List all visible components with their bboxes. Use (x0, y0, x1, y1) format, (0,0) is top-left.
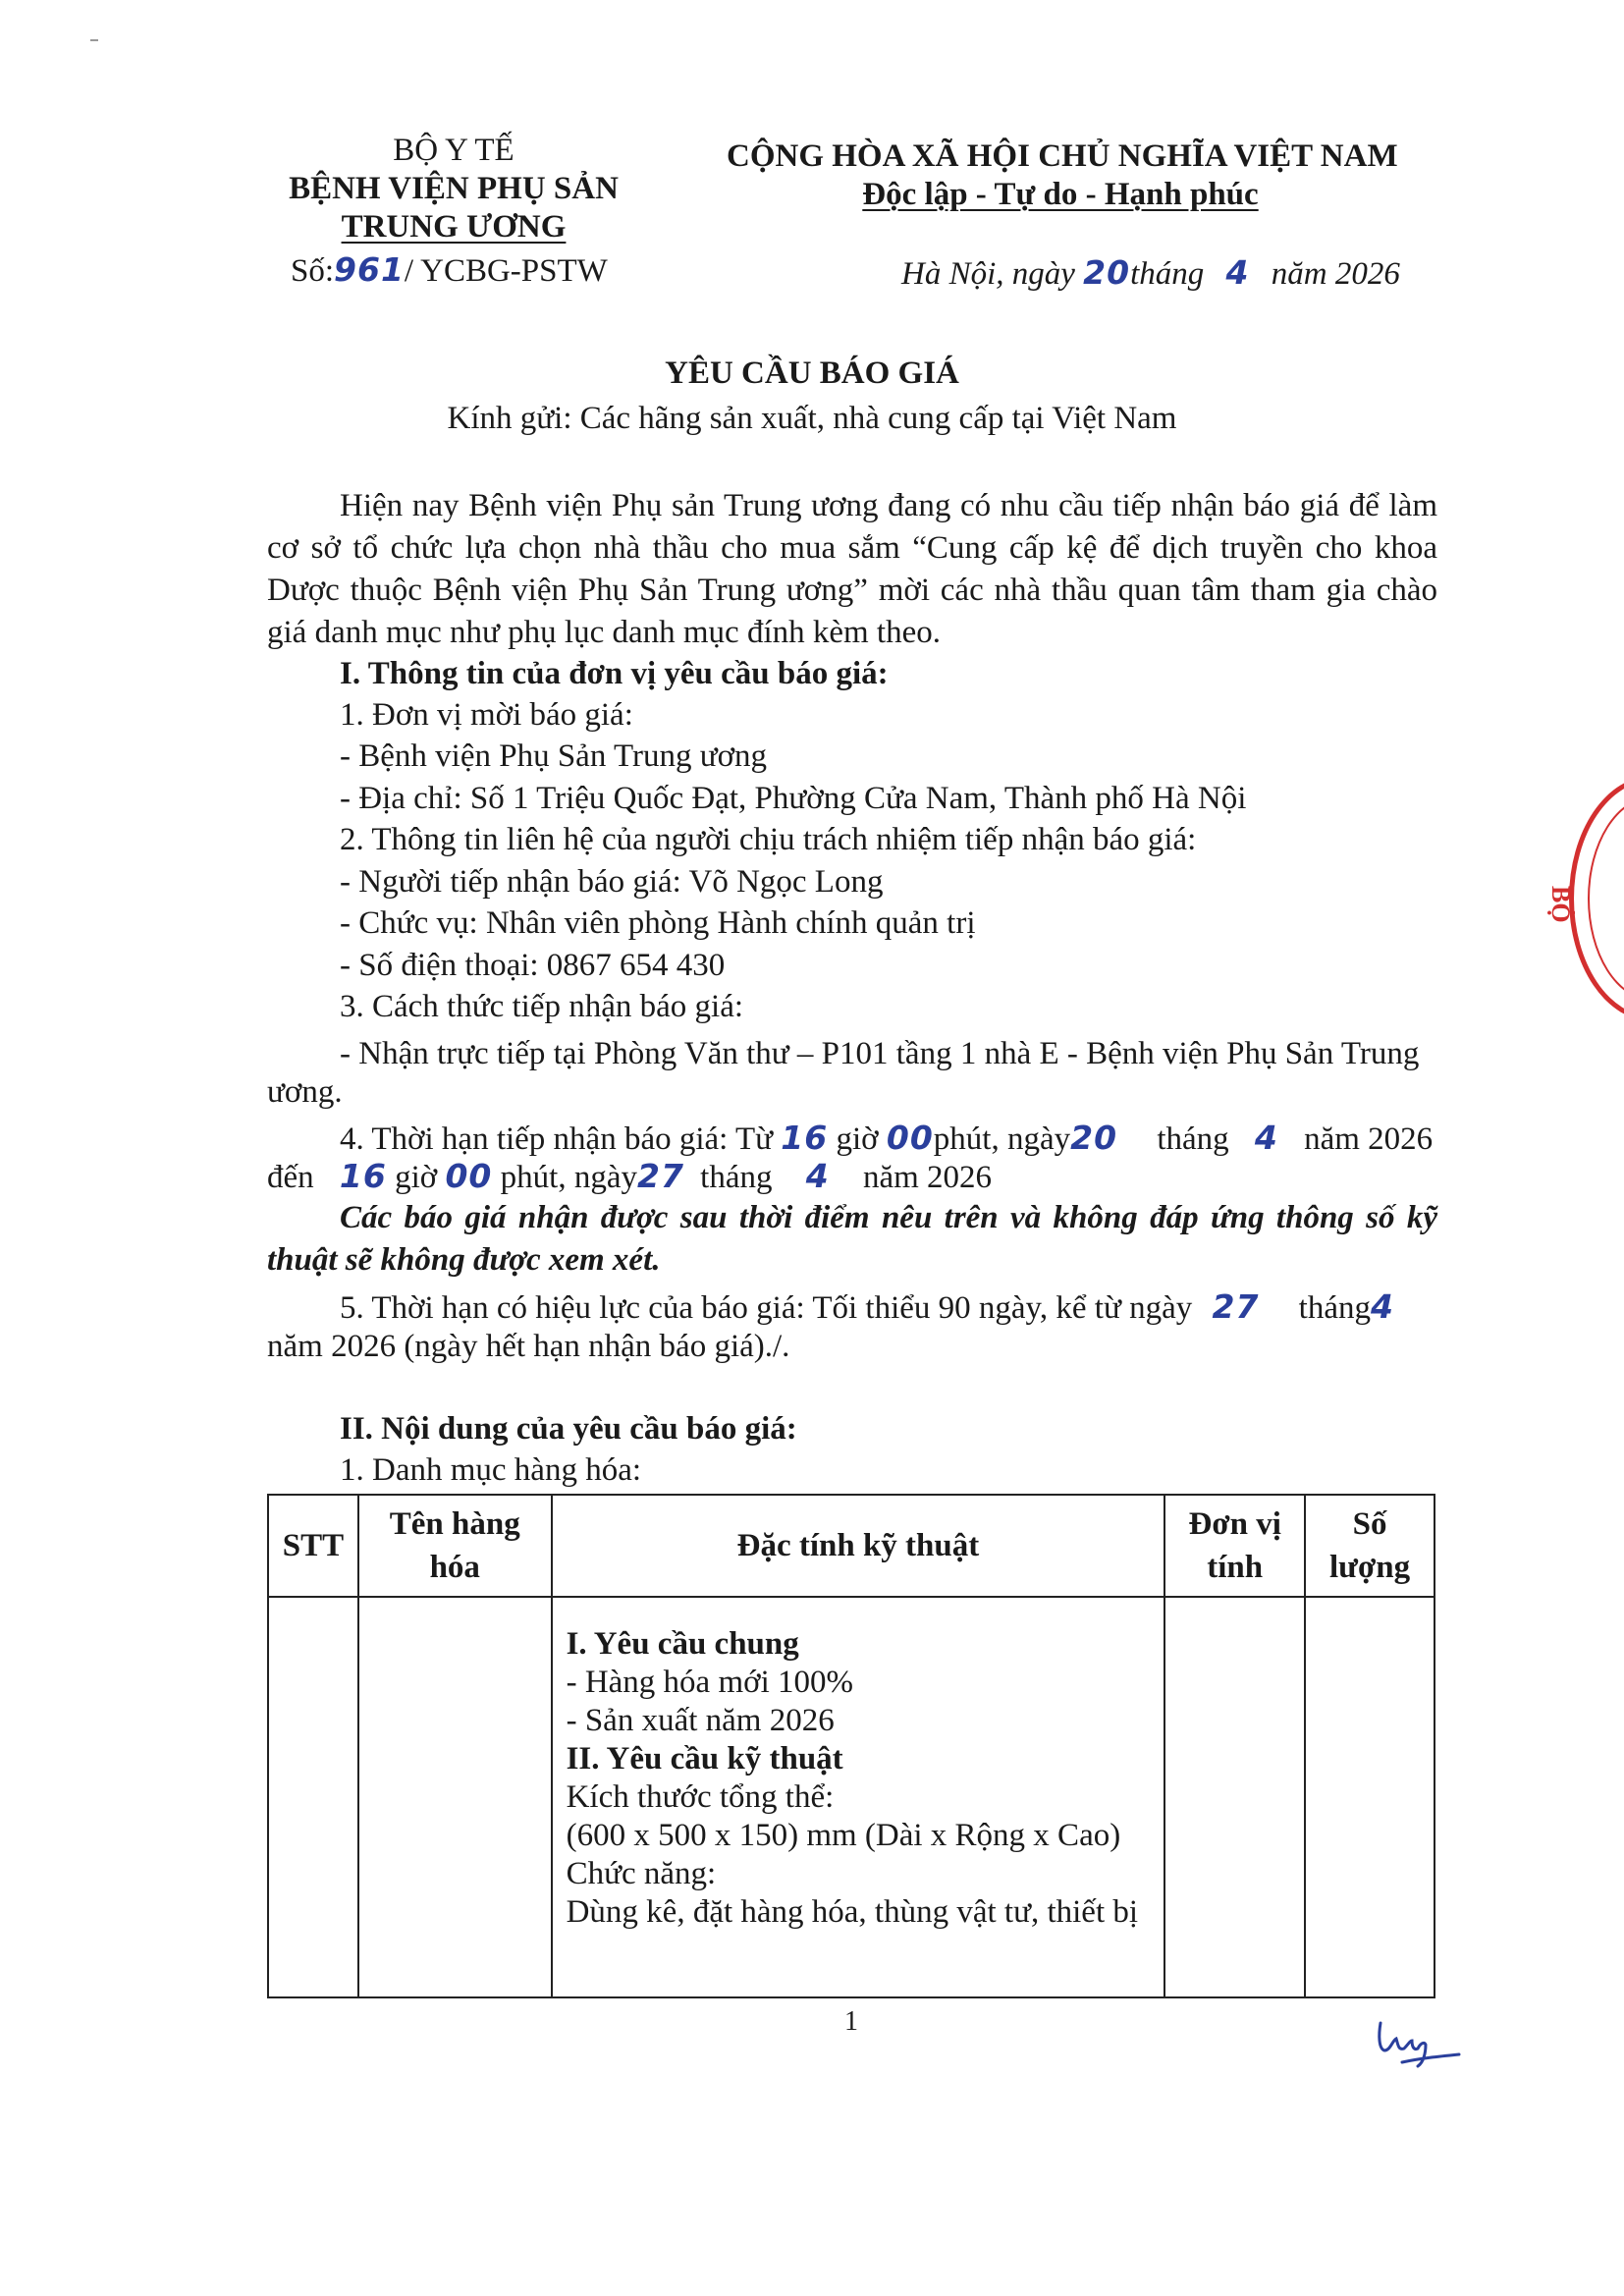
from-minute-handwritten: 00 (886, 1119, 934, 1157)
section1-position: - Chức vụ: Nhân viên phòng Hành chính quản trị (340, 905, 976, 941)
spec-function-label: Chức năng: (566, 1856, 717, 1891)
official-stamp-inner-ring (1588, 796, 1624, 1001)
spec-size-value: (600 x 500 x 150) mm (Dài x Rộng x Cao) (566, 1818, 1121, 1853)
date-prefix: Hà Nội, ngày (901, 256, 1075, 292)
valid-month-handwritten: 4 (1371, 1287, 1394, 1326)
to-year: năm 2026 (862, 1160, 993, 1195)
national-motto-text: Độc lập - Tự do - Hạnh phúc (862, 177, 1259, 212)
cell-quantity (1305, 1597, 1435, 1997)
scan-speck (90, 39, 98, 41)
item5-prefix: 5. Thời hạn có hiệu lực của báo giá: Tối thiểu 90 ngày, kể từ ngày (340, 1290, 1193, 1326)
date-month-handwritten: 4 (1225, 253, 1250, 292)
cell-unit (1164, 1597, 1305, 1997)
section1-warning: Các báo giá nhận được sau thời điểm nêu trên và không đáp ứng thông số kỹ thuật sẽ không được xem xét. (267, 1200, 1437, 1278)
date-day-handwritten: 20 (1083, 253, 1131, 292)
recipient-line: Kính gửi: Các hãng sản xuất, nhà cung cấp tại Việt Nam (447, 401, 1177, 436)
section1-item5-line1 (340, 1285, 1394, 1330)
stamp-text: BỘ (1546, 886, 1575, 923)
table-header-row (268, 1495, 1435, 1597)
header-unit-line1: Đơn vị (1188, 1506, 1281, 1542)
doc-no-suffix: / YCBG-PSTW (404, 253, 608, 289)
from-month-handwritten: 4 (1254, 1119, 1278, 1157)
from-year: năm 2026 (1304, 1121, 1434, 1157)
section1-item1: 1. Đơn vị mời báo giá: (340, 697, 633, 733)
official-stamp (1569, 776, 1624, 1021)
spec-year: - Sản xuất năm 2026 (566, 1703, 835, 1738)
section1-address: - Địa chỉ: Số 1 Triệu Quốc Đạt, Phường Cửa Nam, Thành phố Hà Nội (340, 781, 1247, 816)
header-unit-line2: tính (1207, 1550, 1264, 1585)
intro-paragraph: Hiện nay Bệnh viện Phụ sản Trung ương đang có nhu cầu tiếp nhận báo giá để làm cơ sở tổ chức lựa chọn nhà thầu cho mua sắm “Cung cấp kệ để dịch truyền cho khoa Dược thuộc Bệnh viện Phụ Sản Trung ương” mời các nhà thầu quan tâm tham gia chào giá danh mục như phụ lục danh mục đính kèm theo. (267, 488, 1437, 650)
from-month-label: tháng (1157, 1121, 1229, 1157)
section1-item5-line2: năm 2026 (ngày hết hạn nhận báo giá)./. (267, 1329, 790, 1364)
spec-size-label: Kích thước tổng thể: (566, 1779, 835, 1815)
spec-function-value: Dùng kê, đặt hàng hóa, thùng vật tư, thiết bị (566, 1894, 1139, 1930)
cell-stt (268, 1597, 358, 1997)
header-quantity-line1: Số (1352, 1506, 1387, 1542)
to-month-label: tháng (700, 1160, 773, 1195)
cell-spec (552, 1597, 1165, 1997)
header-spec: Đặc tính kỹ thuật (552, 1495, 1165, 1597)
to-hour-label: giờ (395, 1160, 438, 1195)
section1-method-line1: - Nhận trực tiếp tại Phòng Văn thư – P101 tầng 1 nhà E - Bệnh viện Phụ Sản Trung (340, 1036, 1420, 1071)
to-minute-handwritten: 00 (445, 1157, 493, 1195)
spec-general-heading: I. Yêu cầu chung (566, 1626, 799, 1662)
header-item-name (358, 1495, 552, 1597)
to-prefix: đến (267, 1160, 314, 1195)
nation-title: CỘNG HÒA XÃ HỘI CHỦ NGHĨA VIỆT NAM (727, 138, 1398, 174)
item4-prefix: 4. Thời hạn tiếp nhận báo giá: Từ (340, 1121, 774, 1157)
hospital-name-line2-text: TRUNG ƯƠNG (341, 209, 567, 245)
cell-item-name (358, 1597, 552, 1997)
date-month-label: tháng (1130, 256, 1205, 292)
issue-date (901, 253, 1400, 293)
national-motto (727, 177, 1394, 213)
valid-month-label: tháng (1298, 1290, 1371, 1326)
from-hour-handwritten: 16 (781, 1119, 829, 1157)
to-minute-label: phút, ngày (500, 1160, 637, 1195)
header-quantity (1305, 1495, 1435, 1597)
valid-day-handwritten: 27 (1212, 1287, 1260, 1326)
section1-receiver: - Người tiếp nhận báo giá: Võ Ngọc Long (340, 864, 884, 900)
to-month-handwritten: 4 (805, 1157, 830, 1195)
goods-table (267, 1494, 1435, 1998)
doc-no-prefix: Số: (291, 253, 335, 289)
section1-item4-line2 (267, 1155, 992, 1199)
section1-item2: 2. Thông tin liên hệ của người chịu trách nhiệm tiếp nhận báo giá: (340, 822, 1197, 857)
section1-org: - Bệnh viện Phụ Sản Trung ương (340, 738, 768, 774)
header-stt: STT (268, 1495, 358, 1597)
header-item-name-line2: hóa (429, 1550, 480, 1585)
page-number: 1 (844, 2006, 858, 2037)
header-unit (1164, 1495, 1305, 1597)
from-day-handwritten: 20 (1070, 1119, 1118, 1157)
date-year: năm 2026 (1271, 256, 1400, 292)
to-day-handwritten: 27 (636, 1157, 684, 1195)
header-item-name-line1: Tên hàng (389, 1506, 520, 1542)
section2-heading: II. Nội dung của yêu cầu báo giá: (340, 1411, 797, 1447)
doc-no-handwritten: 961 (334, 250, 405, 289)
section1-heading: I. Thông tin của đơn vị yêu cầu báo giá: (340, 656, 889, 691)
ministry-name: BỘ Y TẾ (393, 133, 514, 168)
hospital-name-line2 (257, 209, 650, 246)
section2-item1: 1. Danh mục hàng hóa: (340, 1452, 642, 1488)
section1-item3: 3. Cách thức tiếp nhận báo giá: (340, 989, 744, 1024)
from-minute-label: phút, ngày (933, 1121, 1071, 1157)
document-number (291, 250, 608, 290)
section1-method-line2: ương. (267, 1074, 343, 1110)
spec-tech-heading: II. Yêu cầu kỹ thuật (566, 1741, 843, 1777)
to-hour-handwritten: 16 (339, 1157, 387, 1195)
from-hour-label: giờ (836, 1121, 879, 1157)
hospital-name-line1: BỆNH VIỆN PHỤ SẢN (289, 171, 619, 206)
header-quantity-line2: lượng (1328, 1550, 1411, 1585)
table-row (268, 1597, 1435, 1997)
document-title: YÊU CẦU BÁO GIÁ (665, 355, 959, 391)
section1-phone: - Số điện thoại: 0867 654 430 (340, 948, 726, 983)
handwritten-initials (1373, 2015, 1461, 2074)
spec-new: - Hàng hóa mới 100% (566, 1665, 853, 1700)
